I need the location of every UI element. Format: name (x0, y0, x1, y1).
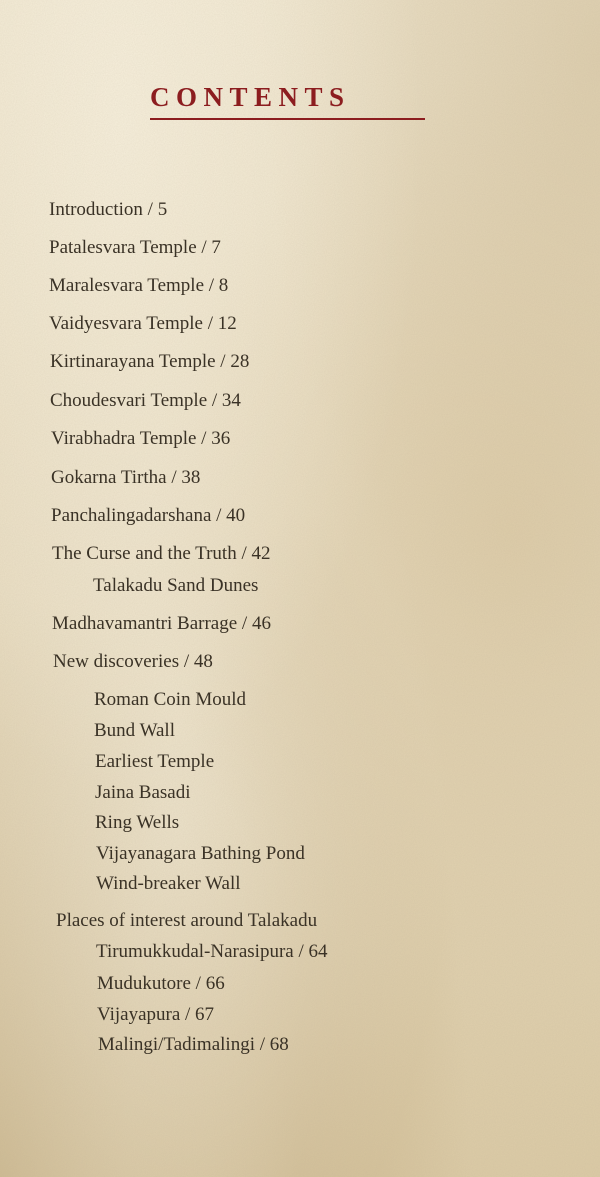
toc-entry: Vaidyesvara Temple / 12 (49, 313, 237, 334)
toc-subentry: Jaina Basadi (95, 782, 191, 803)
toc-subentry: Mudukutore / 66 (97, 973, 225, 994)
toc-entry: Introduction / 5 (49, 199, 168, 220)
toc-entry: Maralesvara Temple / 8 (49, 275, 229, 296)
toc-subentry: Talakadu Sand Dunes (93, 575, 259, 596)
toc-entry: New discoveries / 48 (53, 651, 213, 672)
toc-entry: Gokarna Tirtha / 38 (51, 467, 201, 488)
toc-subentry: Vijayanagara Bathing Pond (96, 843, 305, 864)
toc-entry: Madhavamantri Barrage / 46 (52, 613, 271, 634)
toc-entry: Places of interest around Talakadu (56, 910, 318, 931)
toc-entry: The Curse and the Truth / 42 (52, 543, 271, 564)
toc-subentry: Malingi/Tadimalingi / 68 (98, 1034, 289, 1055)
toc-subentry: Vijayapura / 67 (97, 1004, 215, 1025)
toc-subentry: Roman Coin Mould (94, 689, 247, 710)
toc-subentry: Earliest Temple (95, 751, 215, 772)
toc-entry: Kirtinarayana Temple / 28 (50, 351, 250, 372)
toc-entry: Virabhadra Temple / 36 (51, 428, 231, 449)
toc-entry: Panchalingadarshana / 40 (51, 505, 246, 526)
toc-subentry: Ring Wells (95, 812, 180, 833)
toc-subentry: Tirumukkudal-Narasipura / 64 (96, 941, 328, 962)
toc-entry: Patalesvara Temple / 7 (49, 237, 221, 258)
toc-entry: Choudesvari Temple / 34 (50, 390, 241, 411)
toc-subentry: Bund Wall (94, 720, 175, 741)
title-underline (150, 118, 425, 120)
page-title: CONTENTS (150, 82, 351, 112)
toc-subentry: Wind-breaker Wall (96, 873, 241, 894)
